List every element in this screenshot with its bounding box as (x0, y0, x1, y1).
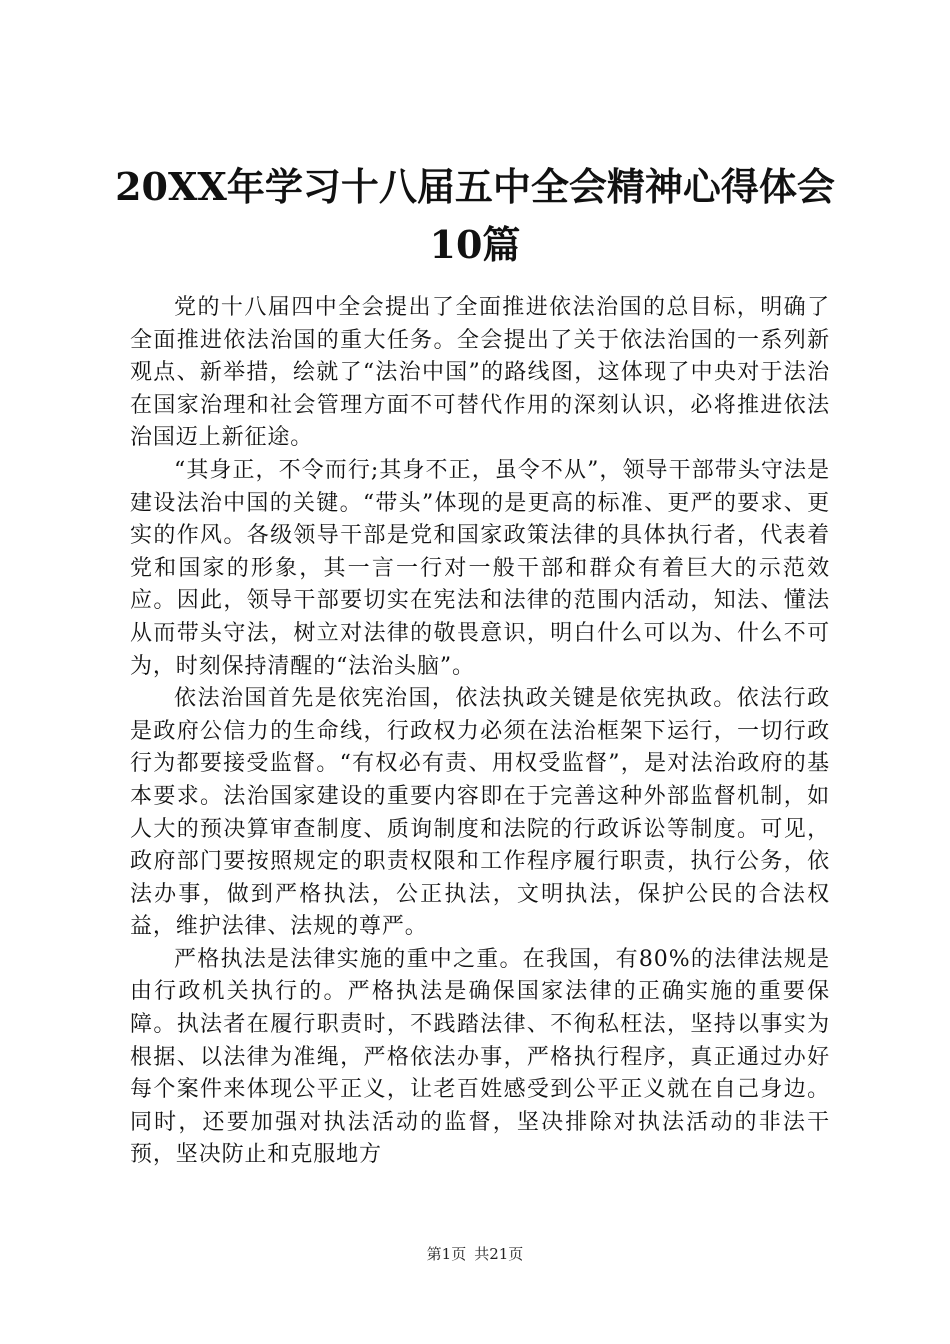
body-paragraph: “其身正，不令而行;其身不正，虽令不从”，领导干部带头守法是建设法治中国的关键。“带头”体现的是更高的标准、更严的要求、更实的作风。各级领导干部是党和国家政策法律的具体执行者，代表着党和国家的形象，其一言一行对一般干部和群众有着巨大的示范效应。因此，领导干部要切实在宪法和法律的范围内活动，知法、懂法从而带头守法，树立对法律的敬畏意识，明白什么可以为、什么不可为，时刻保持清醒的“法治头脑”。 (130, 457, 830, 679)
page-number: 第1页 (426, 1245, 467, 1263)
page-total: 共21页 (474, 1245, 524, 1263)
body-paragraph: 严格执法是法律实施的重中之重。在我国，有80%的法律法规是由行政机关执行的。严格执法是确保国家法律的正确实施的重要保障。执法者在履行职责时，不践踏法律、不徇私枉法，坚持以事实为根据、以法律为准绳，严格依法办事，严格执行程序，真正通过办好每个案件来体现公平正义，让老百姓感受到公平正义就在自己身边。同时，还要加强对执法活动的监督，坚决排除对执法活动的非法干预，坚决防止和克服地方 (130, 946, 830, 1168)
document-body (130, 292, 830, 1172)
body-paragraph: 党的十八届四中全会提出了全面推进依法治国的总目标，明确了全面推进依法治国的重大任务。全会提出了关于依法治国的一系列新观点、新举措，绘就了“法治中国”的路线图，这体现了中央对于法治在国家治理和社会管理方面不可替代作用的深刻认识，必将推进依法治国迈上新征途。 (130, 295, 830, 451)
body-paragraph: 依法治国首先是依宪治国，依法执政关键是依宪执政。依法行政是政府公信力的生命线，行政权力必须在法治框架下运行，一切行政行为都要接受监督。“有权必有责、用权受监督”，是对法治政府的基本要求。法治国家建设的重要内容即在于完善这种外部监督机制，如人大的预决算审查制度、质询制度和法院的行政诉讼等制度。可见，政府部门要按照规定的职责权限和工作程序履行职责，执行公务，依法办事，做到严格执法，公正执法，文明执法，保护公民的合法权益，维护法律、法规的尊严。 (130, 686, 830, 940)
document-title: 20XX年学习十八届五中全会精神心得体会10篇 (115, 164, 835, 267)
page-footer (0, 1244, 950, 1264)
